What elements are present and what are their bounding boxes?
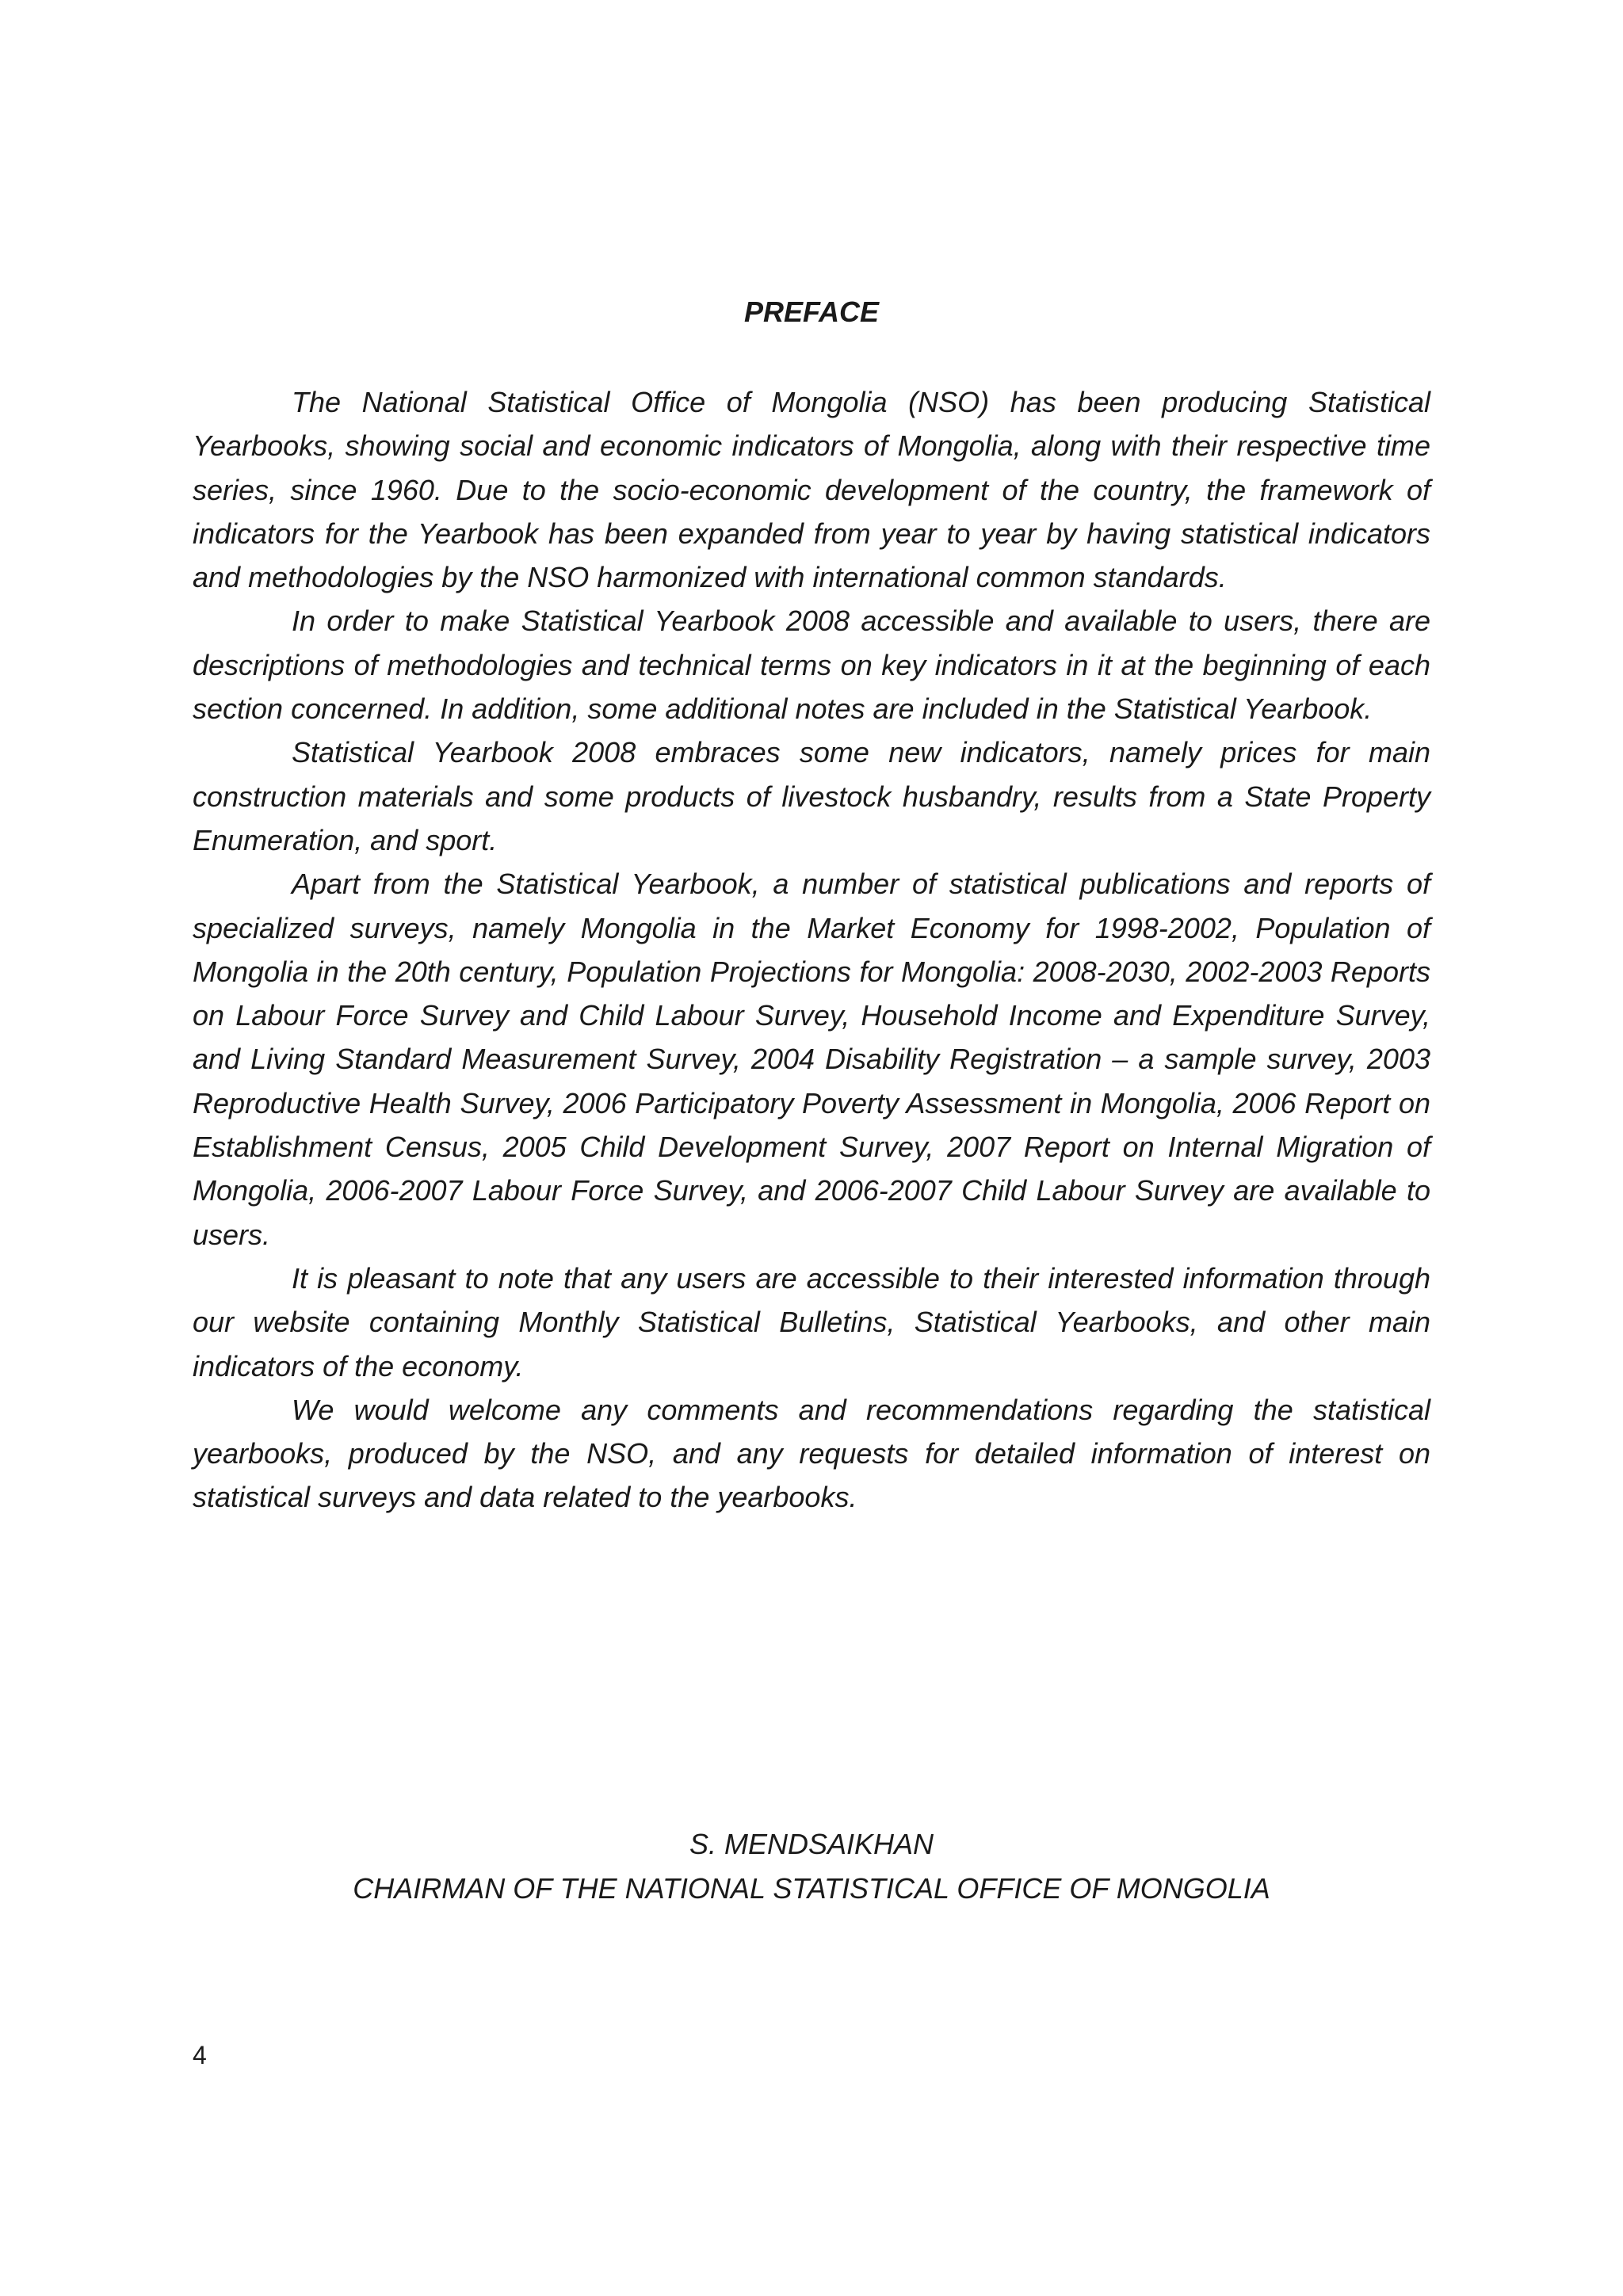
paragraph-1: The National Statistical Office of Mongolia (NSO) has been producing Statistical Yearbooks, showing social and economic indicators of Mongolia, along with their respective time series, since 1960. Due to the socio-economic development of the country, the framework of indicators for the Yearbook has been expanded from year to year by having statistical indicators and methodologies by the NSO harmonized with international common standards. — [193, 386, 1430, 594]
signatory-name: S. MENDSAIKHAN — [689, 1828, 934, 1860]
paragraph-4: Apart from the Statistical Yearbook, a number of statistical publications and reports of specialized surveys, namely Mongolia in the Market Economy for 1998-2002, Population of Mongolia in the 20th century, Population Projections for Mongolia: 2008-2030, 2002-2003 Reports on Labour Force Survey and Child Labour Survey, Household Income and Expenditure Survey, and Living Standard Measurement Survey, 2004 Disability Registration – a sample survey, 2003 Reproductive Health Survey, 2006 Participatory Poverty Assessment in Mongolia, 2006 Report on Establishment Census, 2005 Child Development Survey, 2007 Report on Internal Migration of Mongolia, 2006-2007 Labour Force Survey, and 2006-2007 Child Labour Survey are available to users. — [193, 868, 1430, 1251]
paragraph-3: Statistical Yearbook 2008 embraces some new indicators, namely prices for main construction materials and some products of livestock husbandry, results from a State Property Enumeration, and sport. — [193, 736, 1430, 856]
preface-body — [193, 380, 1430, 1520]
paragraph-5: It is pleasant to note that any users are accessible to their interested information through our website containing Monthly Statistical Bulletins, Statistical Yearbooks, and other main indicators of the economy. — [193, 1261, 1430, 1383]
signatory-position: CHAIRMAN OF THE NATIONAL STATISTICAL OFFICE OF MONGOLIA — [353, 1872, 1270, 1905]
paragraph-2: In order to make Statistical Yearbook 2008 accessible and available to users, there are descriptions of methodologies and technical terms on key indicators in it at the beginning of each section concerned. In addition, some additional notes are included in the Statistical Yearbook. — [193, 605, 1430, 726]
page-number: 4 — [193, 2041, 207, 2069]
signature-block — [0, 1822, 1623, 1911]
page-title: PREFACE — [743, 296, 880, 328]
paragraph-6: We would welcome any comments and recommendations regarding the statistical yearbooks, produced by the NSO, and any requests for detailed information of interest on statistical surveys and data related to the yearbooks. — [193, 1393, 1430, 1514]
